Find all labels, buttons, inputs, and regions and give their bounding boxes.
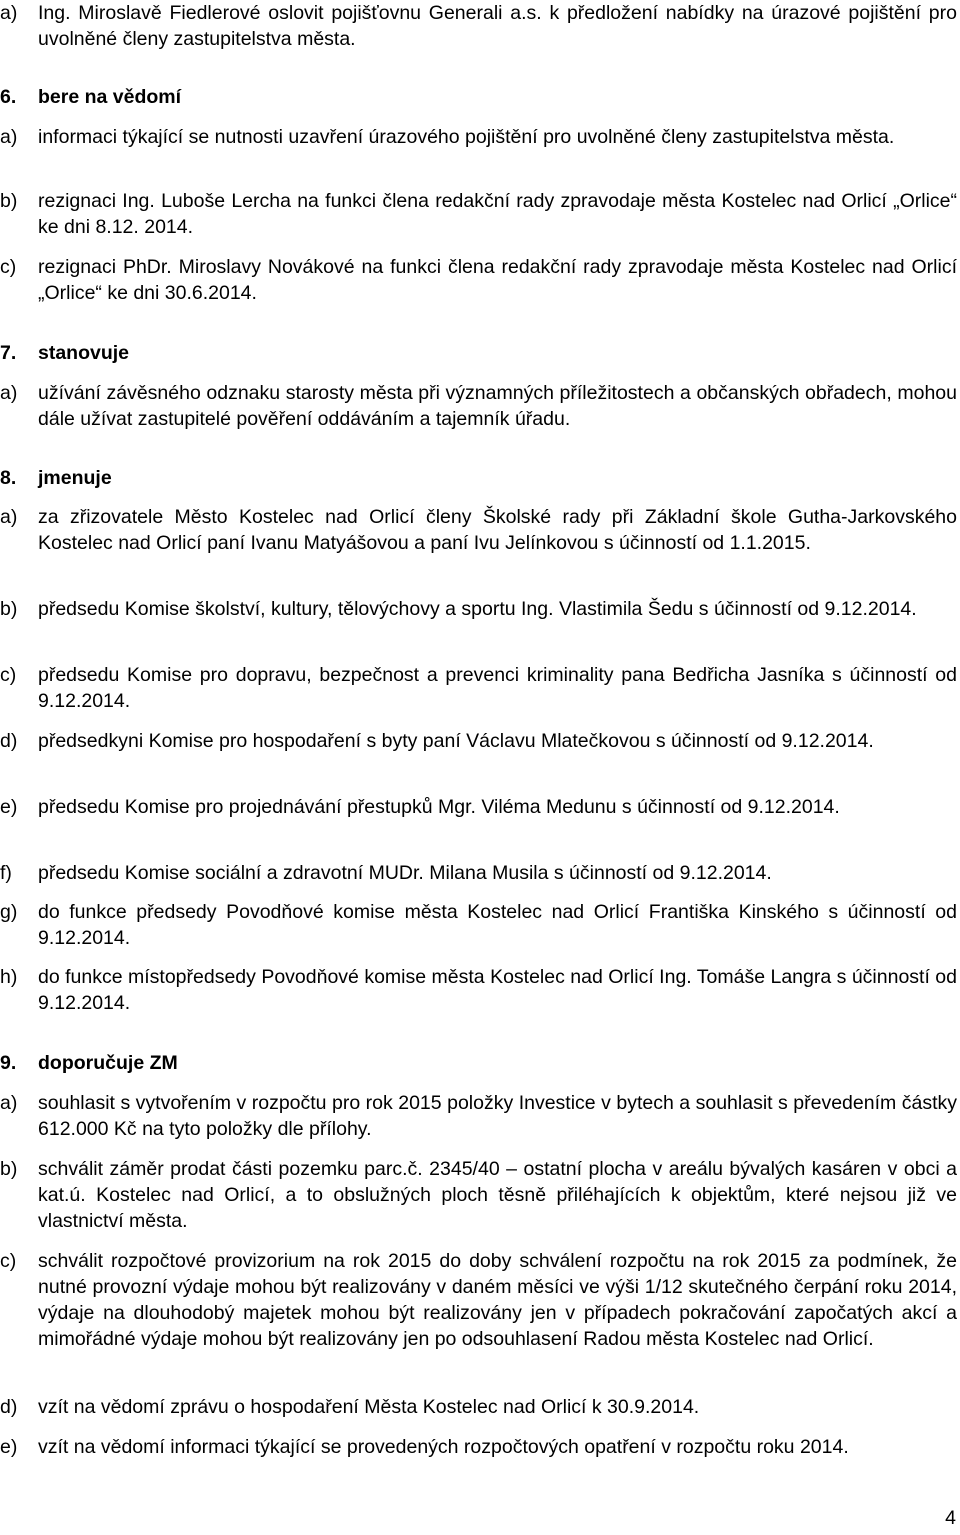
section-title: stanovuje bbox=[38, 342, 130, 364]
item-text: schválit rozpočtové provizorium na rok 2015 do doby schválení rozpočtu na rok 2015 za podmínek, že nutné provozní výdaje mohou být realizovány v daném měsíci ve výši 1/12 skutečného čerpání roku 2014, výdaje na dlouhodobý majetek mohou být realizovány jen v případech pokračování započatých akcí a mimořádné výdaje mohou být realizovány jen po odsouhlasení Radou města Kostelec nad Orlicí. bbox=[38, 1250, 957, 1350]
item-text: předsedu Komise pro projednávání přestupků Mgr. Viléma Medunu s účinností od 9.12.2014. bbox=[38, 796, 840, 818]
item-label: b) bbox=[0, 1158, 18, 1180]
item-label: e) bbox=[0, 1436, 18, 1458]
item-text: schválit záměr prodat části pozemku parc.č. 2345/40 – ostatní plocha v areálu bývalých kasáren v obci a kat.ú. Kostelec nad Orlicí, a to obslužných ploch těsně přiléhajících k objektům, které nejsou již ve vlastnictví města. bbox=[38, 1158, 957, 1232]
item-label: a) bbox=[0, 506, 18, 528]
section-title: jmenuje bbox=[38, 467, 112, 489]
list-item bbox=[0, 964, 957, 1016]
item-text: za zřizovatele Město Kostelec nad Orlicí členy Školské rady při Základní škole Gutha-Jarkovského Kostelec nad Orlicí paní Ivanu Matyášovou a paní Ivu Jelínkovou s účinností od 1.1.2015. bbox=[38, 506, 957, 554]
list-item bbox=[0, 124, 957, 150]
item-label: h) bbox=[0, 966, 18, 988]
list-item bbox=[0, 728, 957, 754]
item-label: c) bbox=[0, 1250, 17, 1272]
item-text: předsedu Komise školství, kultury, tělovýchovy a sportu Ing. Vlastimila Šedu s účinností od 9.12.2014. bbox=[38, 598, 917, 620]
section-number: 7. bbox=[0, 342, 17, 364]
item-label: e) bbox=[0, 796, 18, 818]
item-text: do funkce předsedy Povodňové komise města Kostelec nad Orlicí Františka Kinského s účinností od 9.12.2014. bbox=[38, 901, 957, 949]
item-label: b) bbox=[0, 598, 18, 620]
item-text: vzít na vědomí zprávu o hospodaření Města Kostelec nad Orlicí k 30.9.2014. bbox=[38, 1396, 700, 1418]
item-text: předsedu Komise sociální a zdravotní MUDr. Milana Musila s účinností od 9.12.2014. bbox=[38, 862, 772, 884]
item-text: souhlasit s vytvořením v rozpočtu pro rok 2015 položky Investice v bytech a souhlasit s převedením částky 612.000 Kč na tyto položky dle přílohy. bbox=[38, 1092, 957, 1140]
item-label: a) bbox=[0, 2, 18, 24]
item-label: a) bbox=[0, 382, 18, 404]
item-label: a) bbox=[0, 1092, 18, 1114]
list-item bbox=[0, 596, 957, 622]
list-item bbox=[0, 380, 957, 432]
section-heading bbox=[0, 465, 957, 491]
section-heading bbox=[0, 84, 957, 110]
item-label: c) bbox=[0, 664, 17, 686]
section-title: doporučuje ZM bbox=[38, 1052, 178, 1074]
item-text: rezignaci Ing. Luboše Lercha na funkci člena redakční rady zpravodaje města Kostelec nad Orlicí „Orlice“ ke dni 8.12. 2014. bbox=[38, 190, 957, 238]
item-text: informaci týkající se nutnosti uzavření úrazového pojištění pro uvolněné členy zastupitelstva města. bbox=[38, 126, 895, 148]
list-item bbox=[0, 860, 957, 886]
list-item bbox=[0, 254, 957, 306]
item-text: předsedkyni Komise pro hospodaření s byty paní Václavu Mlatečkovou s účinností od 9.12.2014. bbox=[38, 730, 874, 752]
item-label: f) bbox=[0, 862, 12, 884]
item-text: Ing. Miroslavě Fiedlerové oslovit pojišťovnu Generali a.s. k předložení nabídky na úrazové pojištění pro uvolněné členy zastupitelstva města. bbox=[38, 2, 957, 50]
item-label: b) bbox=[0, 190, 18, 212]
list-item bbox=[0, 1090, 957, 1142]
list-item bbox=[0, 662, 957, 714]
list-item bbox=[0, 1156, 957, 1234]
section-number: 8. bbox=[0, 467, 17, 489]
list-item bbox=[0, 1434, 957, 1460]
section-number: 6. bbox=[0, 86, 17, 108]
item-label: a) bbox=[0, 126, 18, 148]
list-item bbox=[0, 794, 957, 820]
item-label: g) bbox=[0, 901, 18, 923]
list-item bbox=[0, 899, 957, 951]
list-item bbox=[0, 0, 957, 52]
item-text: vzít na vědomí informaci týkající se provedených rozpočtových opatření v rozpočtu roku 2014. bbox=[38, 1436, 849, 1458]
item-label: d) bbox=[0, 1396, 18, 1418]
item-text: předsedu Komise pro dopravu, bezpečnost a prevenci kriminality pana Bedřicha Jasníka s účinností od 9.12.2014. bbox=[38, 664, 957, 712]
list-item bbox=[0, 504, 957, 556]
item-label: c) bbox=[0, 256, 17, 278]
list-item bbox=[0, 188, 957, 240]
section-title: bere na vědomí bbox=[38, 86, 182, 108]
list-item bbox=[0, 1248, 957, 1352]
item-text: užívání závěsného odznaku starosty města při významných příležitostech a občanských obřadech, mohou dále užívat zastupitelé pověření oddáváním a tajemník úřadu. bbox=[38, 382, 957, 430]
item-text: do funkce místopředsedy Povodňové komise města Kostelec nad Orlicí Ing. Tomáše Langra s účinností od 9.12.2014. bbox=[38, 966, 957, 1014]
item-label: d) bbox=[0, 730, 18, 752]
list-item bbox=[0, 1394, 957, 1420]
page-number: 4 bbox=[945, 1507, 956, 1529]
section-heading bbox=[0, 340, 957, 366]
section-heading bbox=[0, 1050, 957, 1076]
item-text: rezignaci PhDr. Miroslavy Novákové na funkci člena redakční rady zpravodaje města Kostelec nad Orlicí „Orlice“ ke dni 30.6.2014. bbox=[38, 256, 957, 304]
section-number: 9. bbox=[0, 1052, 17, 1074]
